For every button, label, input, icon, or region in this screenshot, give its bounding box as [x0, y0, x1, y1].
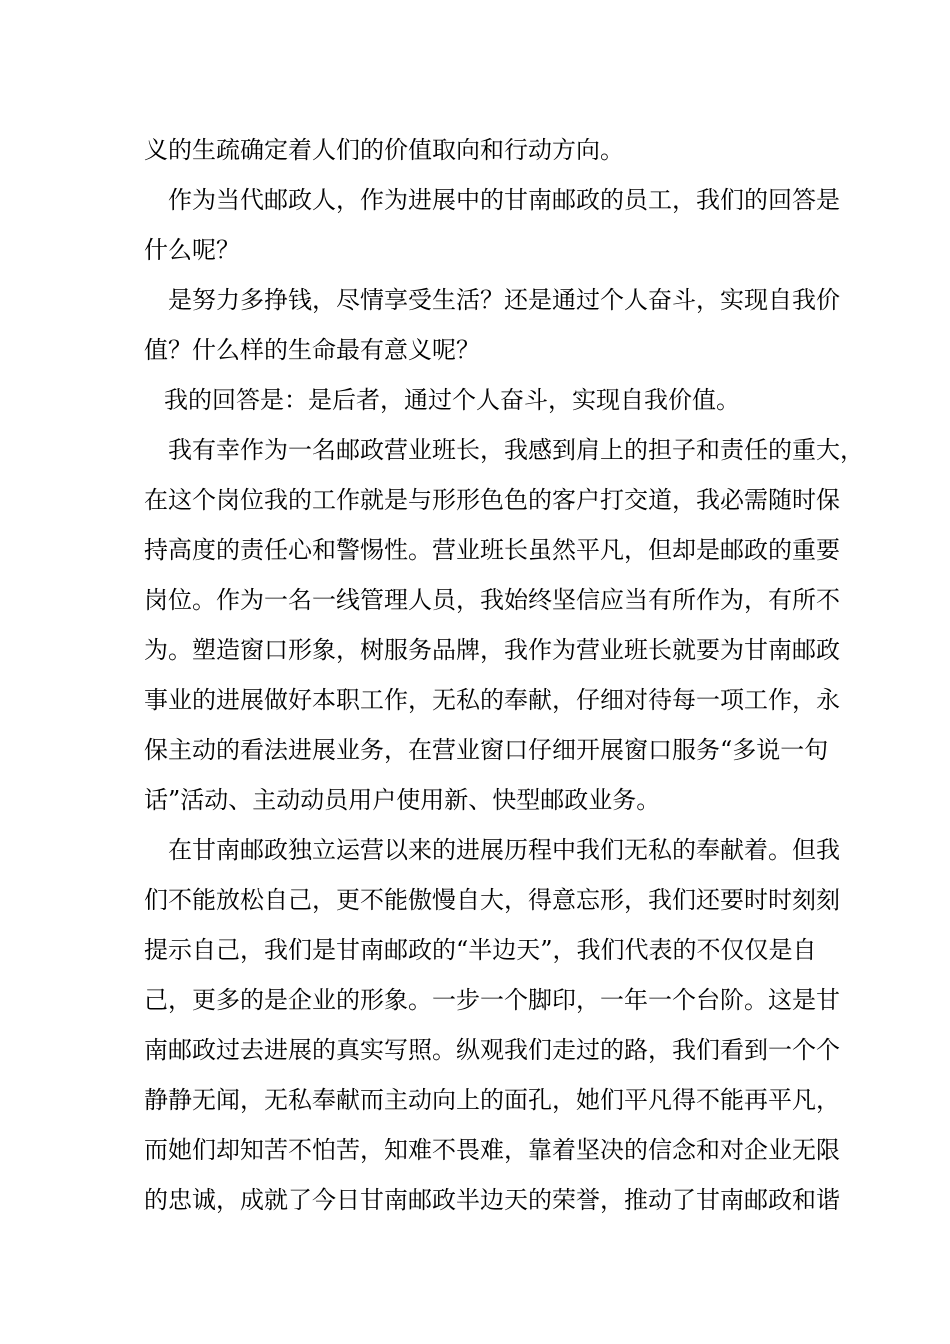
text-line: 我有幸作为一名邮政营业班长，我感到肩上的担子和责任的重大， [168, 436, 864, 464]
text-line: 作为当代邮政人，作为进展中的甘南邮政的员工，我们的回答是 [168, 186, 840, 214]
text-line: 为。塑造窗口形象，树服务品牌，我作为营业班长就要为甘南邮政 [144, 636, 840, 664]
text-line: 岗位。作为一名一线管理人员，我始终坚信应当有所作为，有所不 [144, 586, 840, 614]
text-line: 话”活动、主动动员用户使用新、快型邮政业务。 [144, 786, 661, 814]
text-line: 什么呢？ [144, 236, 240, 264]
text-line: 我的回答是：是后者，通过个人奋斗，实现自我价值。 [164, 386, 740, 414]
text-line: 南邮政过去进展的真实写照。纵观我们走过的路，我们看到一个个 [144, 1036, 840, 1064]
text-line: 是努力多挣钱，尽情享受生活？还是通过个人奋斗，实现自我价 [168, 286, 840, 314]
text-line: 的忠诚，成就了今日甘南邮政半边天的荣誉，推动了甘南邮政和谐 [144, 1186, 840, 1214]
text-line: 提示自己，我们是甘南邮政的“半边天”，我们代表的不仅仅是自 [144, 936, 817, 964]
text-line: 在这个岗位我的工作就是与形形色色的客户打交道，我必需随时保 [144, 486, 840, 514]
text-line: 值？什么样的生命最有意义呢？ [144, 336, 480, 364]
text-line: 义的生疏确定着人们的价值取向和行动方向。 [144, 136, 624, 164]
text-line: 持高度的责任心和警惕性。营业班长虽然平凡，但却是邮政的重要 [144, 536, 840, 564]
text-line: 己，更多的是企业的形象。一步一个脚印，一年一个台阶。这是甘 [144, 986, 840, 1014]
text-line: 而她们却知苦不怕苦，知难不畏难，靠着坚决的信念和对企业无限 [144, 1136, 840, 1164]
text-line: 事业的进展做好本职工作，无私的奉献，仔细对待每一项工作，永 [144, 686, 840, 714]
text-line: 们不能放松自己，更不能傲慢自大，得意忘形，我们还要时时刻刻 [144, 886, 840, 914]
text-line: 静静无闻，无私奉献而主动向上的面孔，她们平凡得不能再平凡， [144, 1086, 840, 1114]
text-line: 在甘南邮政独立运营以来的进展历程中我们无私的奉献着。但我 [168, 836, 840, 864]
text-line: 保主动的看法进展业务，在营业窗口仔细开展窗口服务“多说一句 [144, 736, 829, 764]
